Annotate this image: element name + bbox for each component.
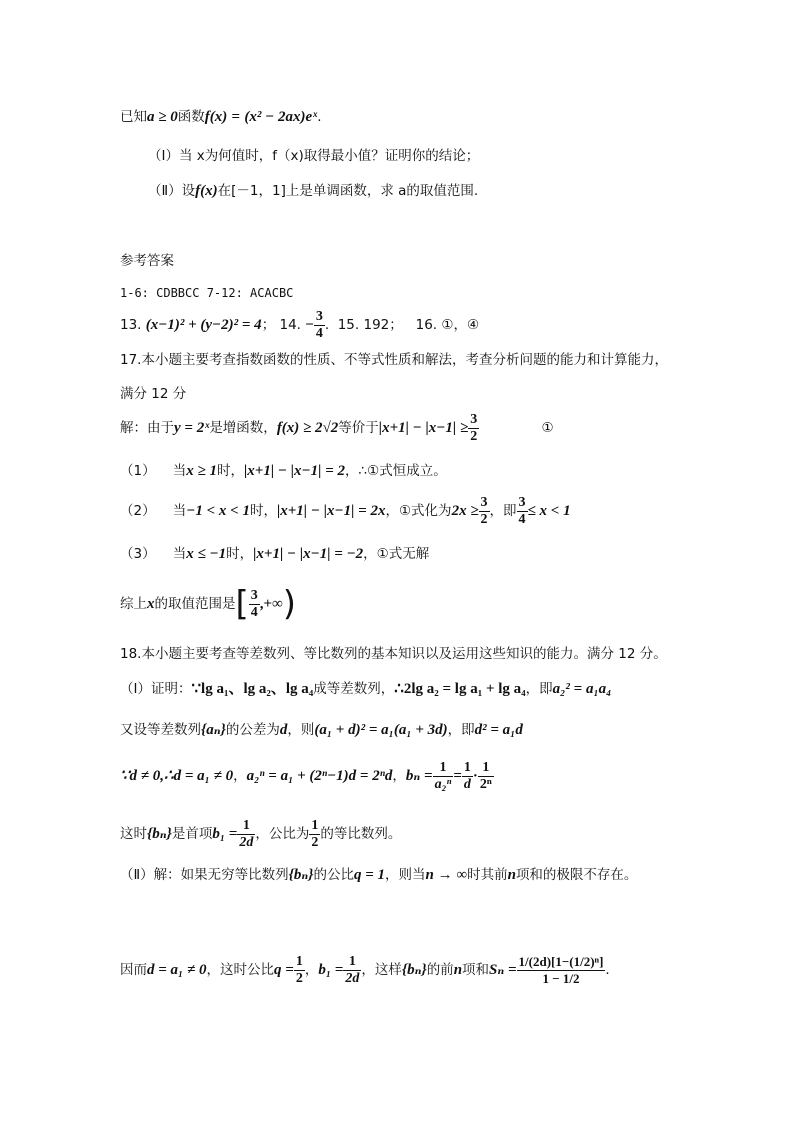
s18-p6-b: ，这时公比: [206, 962, 275, 978]
s18-p1-m3: a₂² = a₁a₄: [552, 681, 612, 697]
s17-sol-c: 等价于: [338, 420, 379, 436]
s17-sol-m1: y = 2ˣ: [174, 420, 210, 436]
s17-solution: [120, 410, 554, 446]
s17-c3-num: （3）: [120, 546, 156, 562]
s18-p5-b: 的公比: [313, 867, 354, 883]
s18-p3-frac-2: [462, 760, 473, 793]
s18-p3-frac-1: [433, 760, 454, 793]
s18-proof-3: [120, 756, 494, 796]
s17-c1-b: 时，: [217, 463, 244, 479]
s18-p4-f2-den: 2: [311, 834, 319, 850]
s18-p4-a: 这时: [120, 826, 147, 842]
s18-p3-f2-den: d: [463, 776, 471, 792]
s17-summary: [120, 584, 296, 624]
problem-part-2: [148, 180, 478, 202]
s18-p3-b: ，: [392, 768, 406, 784]
s18-part-2-conclusion: [120, 940, 610, 1000]
s18-p5-m1: {bₙ}: [288, 867, 314, 883]
s18-p5-a: （Ⅱ）解：如果无穷等比数列: [120, 867, 289, 883]
q14-label: 14.: [279, 317, 301, 333]
s17-sol-a: 解：由于: [120, 420, 174, 436]
s17-sol-fraction: [468, 412, 479, 445]
s18-p6-m5: n: [453, 962, 463, 978]
s17-sum-fraction: [249, 588, 260, 621]
s18-p3-frac-3: [478, 760, 494, 793]
s17-sol-den: 2: [470, 428, 478, 444]
s18-p3-m1: ∵d ≠ 0,∴d = a₁ ≠ 0: [120, 768, 234, 784]
s17-sum-rest: ,+∞: [259, 596, 283, 612]
s17-c1-num: （1）: [120, 463, 156, 479]
q13-answer: (x−1)² + (y−2)² = 4: [145, 317, 262, 333]
s17-sum-close: ): [282, 584, 297, 624]
s18-p5-d: 时其前: [467, 867, 508, 883]
s18-p1-m1: ∵lg a₁、lg a₂、lg a₄: [191, 681, 314, 697]
s17-sol-mark: ①: [541, 420, 554, 436]
part2-prefix: （Ⅱ）设: [148, 183, 196, 199]
s18-p6-b-num: 1: [343, 954, 361, 971]
s18-p6-m4: {bₙ}: [401, 962, 427, 978]
s17-c2-f2-num: 3: [518, 494, 526, 510]
s17-c2-m3: 2x ≥: [451, 503, 479, 519]
s18-p4-frac-2: [309, 818, 320, 851]
s18-p2-m1: {aₙ}: [201, 722, 226, 738]
s18-p4-m1: {bₙ}: [147, 826, 172, 842]
s17-c2-d: ，即: [489, 503, 517, 519]
s18-p6-end: .: [605, 962, 610, 978]
q16-answer: 16. ①，④: [415, 317, 480, 333]
s18-p6-sum-num: 1/(2d)[1−(1/2)ⁿ]: [518, 953, 604, 969]
s18-part-2: [120, 864, 637, 886]
s18-p6-c: ，: [304, 962, 319, 978]
s18-p4-f2-num: 1: [311, 817, 319, 833]
s17-c2-f1-den: 2: [480, 511, 488, 527]
s17-c1-c: ，∴①式恒成立。: [345, 463, 447, 479]
s17-c3-m1: x ≤ −1: [186, 546, 227, 562]
s17-sum-num: 3: [250, 587, 258, 603]
s18-p6-q-num: 1: [295, 953, 303, 969]
s17-c1-m1: x ≥ 1: [186, 463, 217, 479]
s18-p1-b: 成等差数列，: [313, 681, 395, 697]
s18-p3-f1-den: a₂ⁿ: [434, 776, 452, 792]
function-lhs: f(x): [204, 109, 228, 125]
s18-p2-d: ，即: [447, 722, 475, 738]
s17-c2-b: 时，: [249, 503, 277, 519]
s17-sum-x: x: [147, 596, 155, 612]
s18-p6-m6: Sₙ =: [489, 962, 517, 978]
s17-c2-f1-num: 3: [480, 494, 488, 510]
s18-proof-2: [120, 719, 523, 741]
s17-c3-a: 当: [172, 546, 187, 562]
s17-c2-num: （2）: [120, 503, 156, 519]
s18-p6-b-frac: [343, 954, 361, 987]
q14-fraction: [314, 309, 325, 342]
s17-title-2: 满分 12 分: [120, 386, 187, 402]
s18-p1-a: （Ⅰ）证明：: [120, 681, 192, 697]
part2-function: f(x): [195, 183, 218, 199]
s17-sol-num: 3: [470, 411, 478, 427]
s17-sum-a: 综上: [120, 596, 147, 612]
problem-end: .: [317, 109, 322, 125]
s18-p2-m4: d² = a₁d: [474, 722, 523, 738]
s18-p6-m1: d = a₁ ≠ 0: [147, 962, 207, 978]
s18-p3-dot: ·: [472, 768, 478, 784]
s18-p3-f2-num: 1: [463, 759, 471, 775]
s18-title: 18.本小题主要考查等差数列、等比数列的基本知识以及运用这些知识的能力。满分 12 分。: [120, 646, 667, 662]
s17-sum-den: 4: [250, 604, 258, 620]
part2-suffix: 在[－1，1]上是单调函数，求 a的取值范围.: [217, 183, 479, 199]
problem-condition: a ≥ 0: [147, 109, 178, 125]
s18-p2-b: 的公差为: [225, 722, 280, 738]
s17-c2-frac-1: [479, 495, 490, 528]
s17-c2-f2-den: 4: [518, 511, 526, 527]
s18-p3-f1-num: 1: [433, 760, 454, 777]
s18-p6-f: 项和: [462, 962, 490, 978]
s18-p1-c: ，即: [525, 681, 553, 697]
q14-sign: −: [305, 317, 314, 333]
q14-end: .: [324, 317, 330, 333]
problem-statement: 已知a ≥ 0函数f(x) = (x² − 2ax)eˣ.: [120, 109, 322, 125]
s18-p4-f-den: 2d: [239, 834, 254, 850]
s18-p3-f3-den: 2ⁿ: [479, 776, 492, 792]
s18-p3-a: ，: [233, 768, 247, 784]
s18-p5-c: ，则当: [385, 867, 426, 883]
s18-p5-m3: n → ∞: [425, 867, 468, 883]
s17-c3-m2: |x+1| − |x−1| = −2: [253, 546, 364, 562]
s17-sum-b: 的取值范围是: [154, 596, 236, 612]
s18-p4-b: 是首项: [171, 826, 213, 842]
s18-p6-q-frac: [294, 954, 305, 987]
s18-p6-sum-den: 1 − 1/2: [542, 970, 580, 986]
s17-c3-b: 时，: [226, 546, 254, 562]
s18-p6-e: 的前: [426, 962, 454, 978]
s18-p3-eq: =: [453, 768, 462, 784]
s17-case-3: [120, 543, 429, 565]
s18-p6-m2: q =: [274, 962, 294, 978]
fill-answers: [120, 308, 479, 342]
s18-p2-a: 又设等差数列: [120, 722, 201, 738]
s18-p3-m2: a₂ⁿ = a₁ + (2ⁿ−1)d = 2ⁿd: [246, 768, 393, 784]
s17-c2-a: 当: [172, 503, 187, 519]
s18-p6-a: 因而: [120, 962, 147, 978]
function-rhs: (x² − 2ax)eˣ: [244, 109, 318, 125]
s18-p3-f3-num: 1: [478, 760, 494, 777]
s18-p4-d: 的等比数列。: [320, 826, 402, 842]
q14-denominator: 4: [315, 325, 323, 341]
answers-heading: 参考答案: [120, 253, 174, 269]
s18-p6-d: ，这样: [361, 962, 402, 978]
s18-p2-c: ，则: [287, 722, 315, 738]
s17-c1-m2: |x+1| − |x−1| = 2: [244, 463, 345, 479]
s17-c2-m4: ≤ x < 1: [527, 503, 571, 519]
q14-numerator: 3: [315, 308, 323, 324]
s18-p4-m2: b₁ =: [212, 826, 238, 842]
s18-p6-sum-frac: [517, 954, 606, 987]
s17-c2-frac-2: [517, 495, 528, 528]
s17-sol-b: 是增函数，: [209, 420, 277, 436]
s18-p4-frac-1: [237, 818, 255, 851]
s18-p6-m3: b₁ =: [318, 962, 344, 978]
s18-p3-m3: bₙ =: [405, 768, 433, 784]
s18-p2-m2: d: [279, 722, 288, 738]
s18-p2-m3: (a₁ + d)² = a₁(a₁ + 3d): [314, 722, 448, 738]
problem-part-1: （Ⅰ）当 x为何值时，f（x)取得最小值？证明你的结论；: [148, 148, 480, 164]
s18-p4-c: ，公比为: [255, 826, 310, 842]
problem-mid: 函数: [177, 109, 205, 125]
s17-sol-m3: |x+1| − |x−1| ≥: [378, 420, 469, 436]
q13-sep: ；: [261, 317, 276, 333]
s18-p6-q-den: 2: [295, 970, 303, 986]
s17-c2-c: ，①式化为: [385, 503, 452, 519]
choice-answers: 1-6: CDBBCC 7-12: ACACBC: [120, 286, 294, 300]
s17-case-1: [120, 460, 447, 482]
s17-sol-m2: f(x) ≥ 2√2: [276, 420, 339, 436]
q15-answer: 15. 192；: [337, 317, 403, 333]
s18-p1-m2: ∴2lg a₂ = lg a₁ + lg a₄: [394, 681, 526, 697]
s17-sum-open: [: [235, 584, 249, 624]
s17-c2-m1: −1 < x < 1: [186, 503, 250, 519]
s18-p4-f-num: 1: [237, 818, 255, 835]
s17-title: 17.本小题主要考查指数函数的性质、不等式性质和解法，考查分析问题的能力和计算能力，: [120, 352, 668, 368]
s18-p5-e: 项和的极限不存在。: [515, 867, 638, 883]
s17-case-2: [120, 493, 571, 529]
s18-p5-m4: n: [507, 867, 516, 883]
q13-label: 13.: [120, 317, 142, 333]
s18-proof-1: [120, 678, 611, 700]
s18-p6-b-den: 2d: [345, 970, 360, 986]
s17-c1-a: 当: [172, 463, 187, 479]
s18-proof-4: [120, 814, 401, 854]
s17-c2-m2: |x+1| − |x−1| = 2x: [276, 503, 386, 519]
s17-c3-c: ，①式无解: [363, 546, 430, 562]
problem-intro: 已知: [120, 109, 147, 125]
s18-p5-m2: q = 1: [353, 867, 386, 883]
